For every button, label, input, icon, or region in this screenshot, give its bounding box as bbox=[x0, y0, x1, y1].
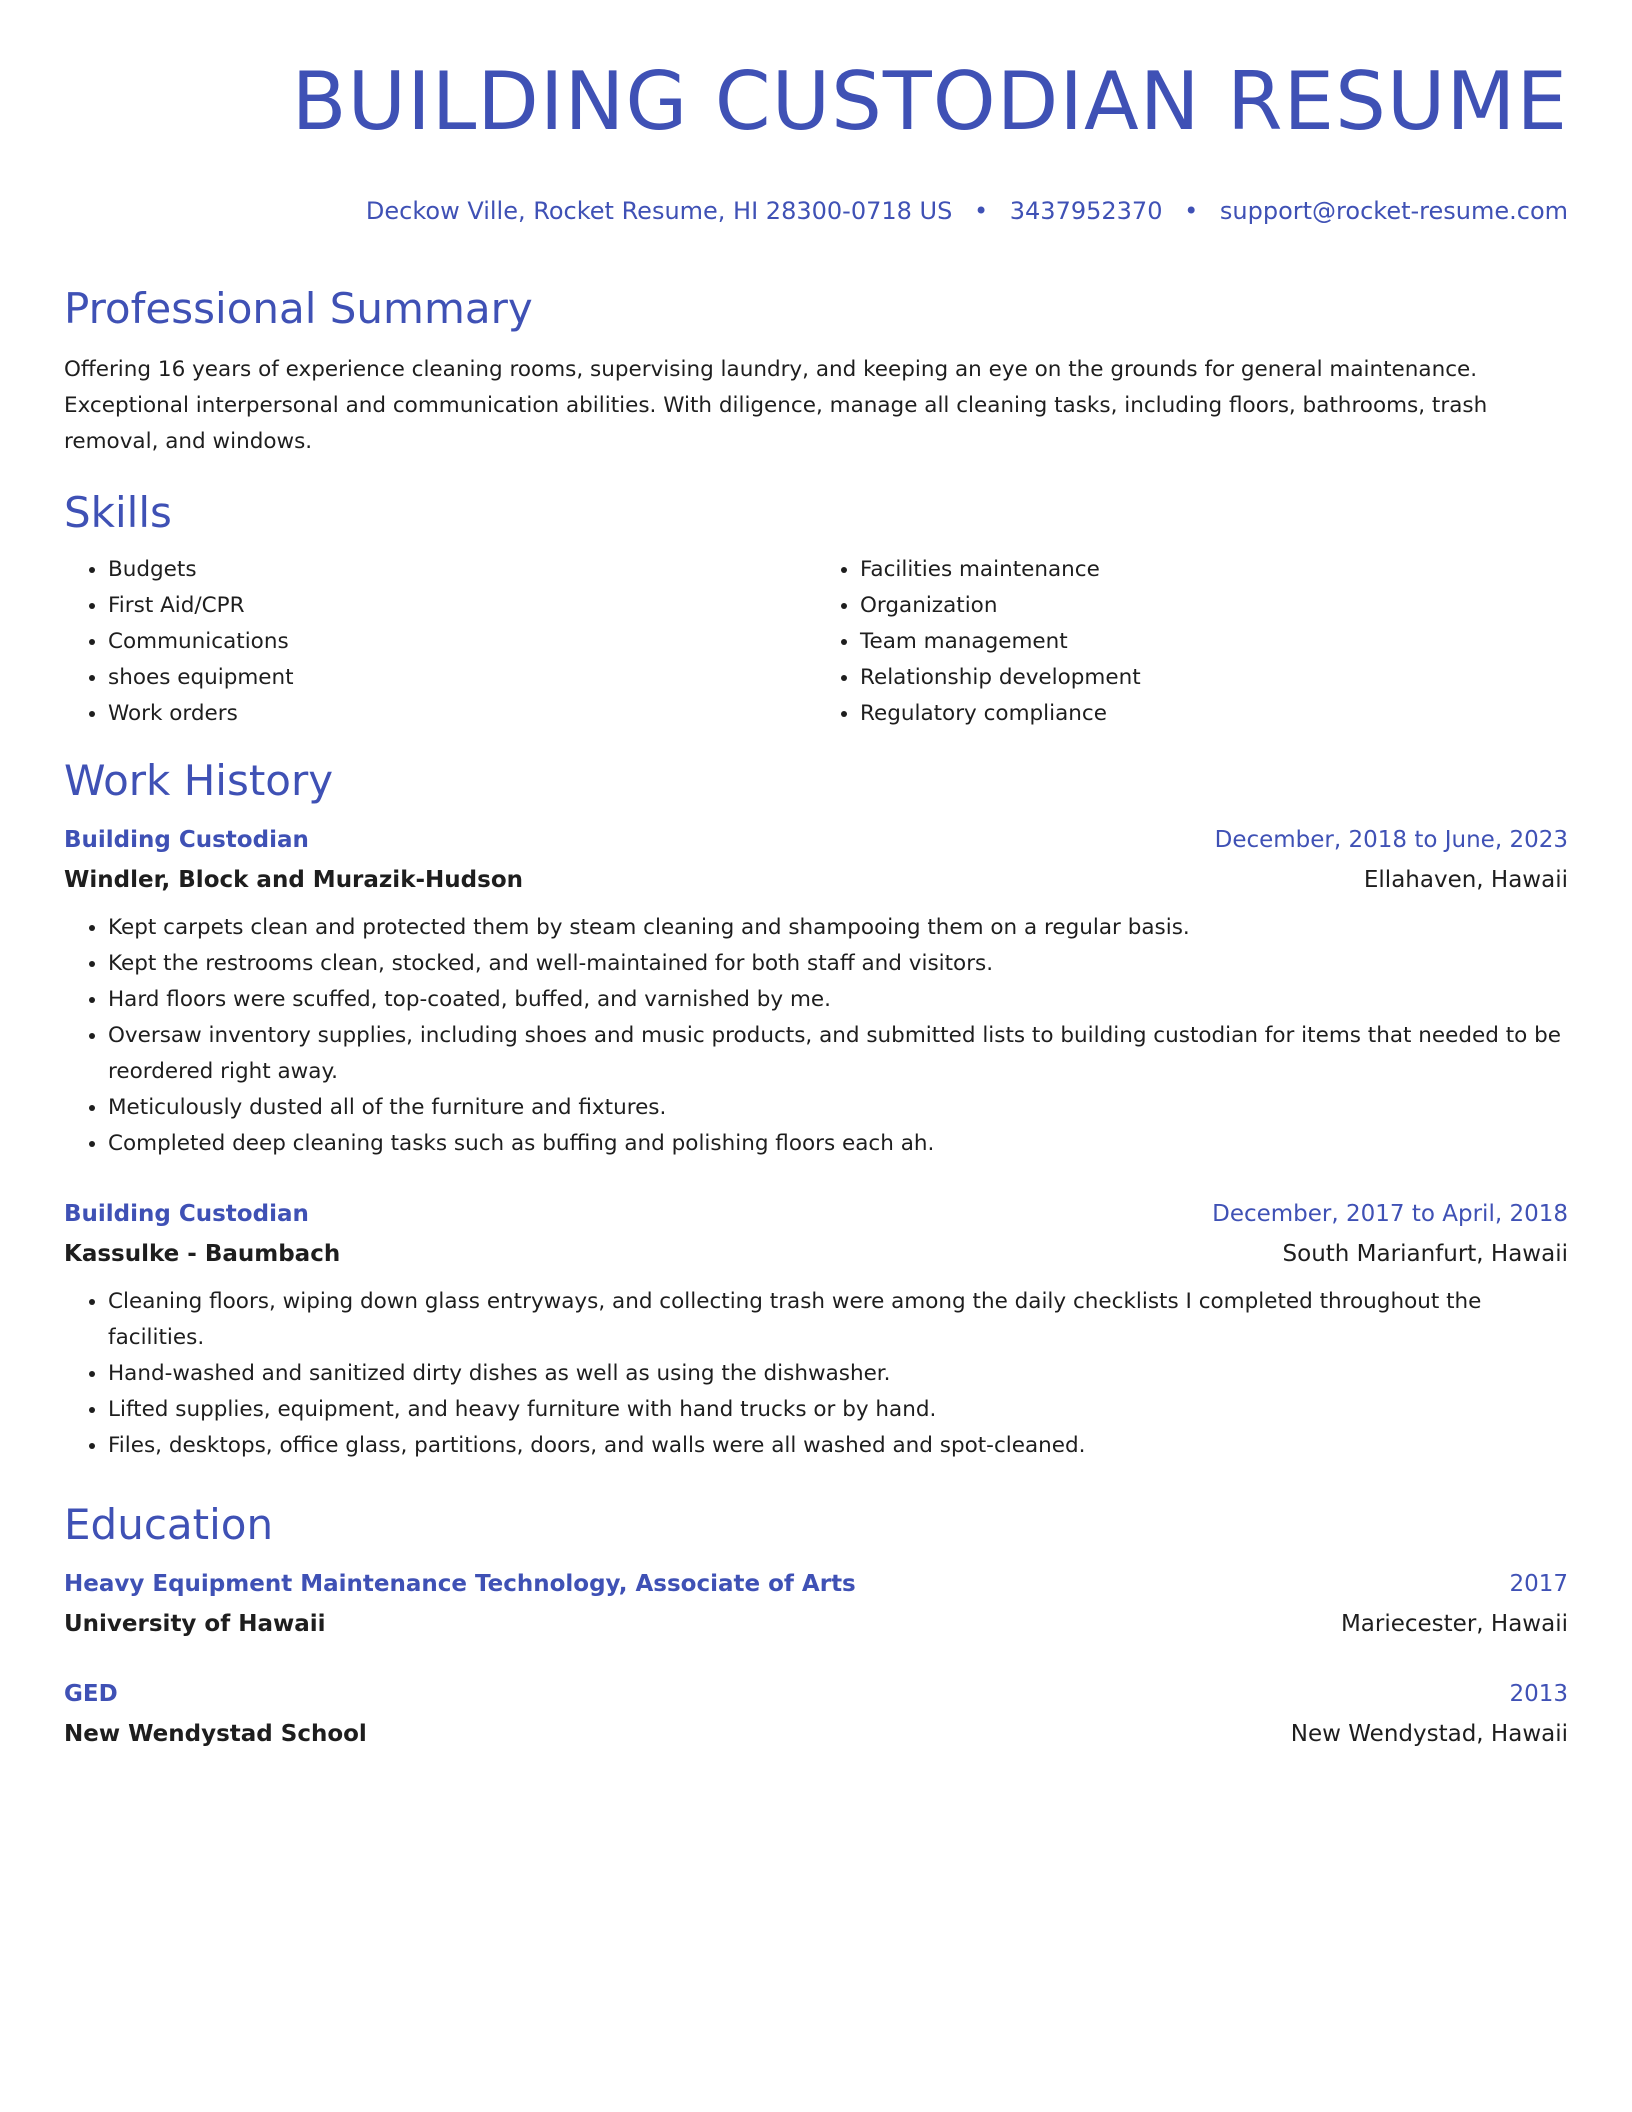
contact-address: Deckow Ville, Rocket Resume, HI 28300-0718 US bbox=[365, 197, 953, 225]
contact-phone: 3437952370 bbox=[1009, 197, 1163, 225]
skills-heading: Skills bbox=[64, 488, 172, 537]
education-location: Mariecester, Hawaii bbox=[1340, 1611, 1568, 1637]
job-bullet: • Kept the restrooms clean, stocked, and well-maintained for both staff and visitors. bbox=[108, 946, 1568, 982]
contact-separator: • bbox=[1184, 197, 1199, 225]
education-school: New Wendystad School bbox=[64, 1721, 367, 1747]
education-header-row bbox=[64, 1674, 1568, 1714]
contact-email: support@rocket-resume.com bbox=[1219, 197, 1568, 225]
summary-heading: Professional Summary bbox=[64, 284, 533, 333]
skill-item: • Communications bbox=[108, 624, 816, 660]
job-header-row bbox=[64, 1194, 1568, 1234]
skill-item: • First Aid/CPR bbox=[108, 588, 816, 624]
job-company-row bbox=[64, 860, 1568, 900]
skill-item: • Facilities maintenance bbox=[860, 552, 1568, 588]
contact-separator: • bbox=[973, 197, 989, 225]
job-entry bbox=[64, 1194, 1568, 1464]
job-bullet: • Cleaning floors, wiping down glass entryways, and collecting trash were among the daily checklists I completed throughout the facilities. bbox=[108, 1284, 1568, 1356]
skills-list bbox=[64, 552, 1568, 732]
education-year: 2017 bbox=[1509, 1571, 1568, 1597]
skill-item: • Team management bbox=[860, 624, 1568, 660]
education-header-row bbox=[64, 1564, 1568, 1604]
skill-item: • Budgets bbox=[108, 552, 816, 588]
job-location: South Marianfurt, Hawaii bbox=[1282, 1241, 1568, 1267]
skills-column-left bbox=[64, 552, 816, 732]
job-bullet: • Hand-washed and sanitized dirty dishes as well as using the dishwasher. bbox=[108, 1356, 1568, 1392]
education-degree: Heavy Equipment Maintenance Technology, Associate of Arts bbox=[64, 1571, 856, 1597]
education-location: New Wendystad, Hawaii bbox=[1290, 1721, 1568, 1747]
skill-item: • Relationship development bbox=[860, 660, 1568, 696]
education-school-row bbox=[64, 1604, 1568, 1644]
job-bullet: • Files, desktops, office glass, partitions, doors, and walls were all washed and spot-cleaned. bbox=[108, 1428, 1568, 1464]
work-history-heading: Work History bbox=[64, 756, 334, 805]
job-company: Windler, Block and Murazik-Hudson bbox=[64, 867, 523, 893]
job-bullet: • Meticulously dusted all of the furniture and fixtures. bbox=[108, 1090, 1568, 1126]
job-bullets bbox=[64, 1284, 1568, 1464]
job-dates: December, 2018 to June, 2023 bbox=[1214, 827, 1568, 853]
job-title: Building Custodian bbox=[64, 827, 309, 853]
job-dates: December, 2017 to April, 2018 bbox=[1212, 1201, 1568, 1227]
job-header-row bbox=[64, 820, 1568, 860]
job-bullet: • Oversaw inventory supplies, including shoes and music products, and submitted lists to building custodian for items that needed to be reordered right away. bbox=[108, 1018, 1568, 1090]
education-entry bbox=[64, 1674, 1568, 1754]
skill-item: • Organization bbox=[860, 588, 1568, 624]
job-bullets bbox=[64, 910, 1568, 1162]
job-bullet: • Hard floors were scuffed, top-coated, buffed, and varnished by me. bbox=[108, 982, 1568, 1018]
job-company: Kassulke - Baumbach bbox=[64, 1241, 341, 1267]
education-entry bbox=[64, 1564, 1568, 1644]
skills-column-right bbox=[816, 552, 1568, 732]
job-company-row bbox=[64, 1234, 1568, 1274]
education-school: University of Hawaii bbox=[64, 1611, 326, 1637]
summary-text: Offering 16 years of experience cleaning rooms, supervising laundry, and keeping an eye on the grounds for general maintenance. Exceptional interpersonal and communication abilities. With diligence, manage all cleaning tasks, including floors, bathrooms, trash removal, and windows. bbox=[64, 357, 1488, 454]
resume-name: BUILDING CUSTODIAN RESUME bbox=[291, 55, 1568, 148]
job-entry bbox=[64, 820, 1568, 1162]
education-heading: Education bbox=[64, 1500, 274, 1549]
skill-item: • Regulatory compliance bbox=[860, 696, 1568, 732]
education-year: 2013 bbox=[1509, 1681, 1568, 1707]
education-school-row bbox=[64, 1714, 1568, 1754]
job-bullet: • Lifted supplies, equipment, and heavy furniture with hand trucks or by hand. bbox=[108, 1392, 1568, 1428]
job-bullet: • Completed deep cleaning tasks such as buffing and polishing floors each ah. bbox=[108, 1126, 1568, 1162]
contact-line bbox=[64, 196, 1568, 226]
skill-item: • Work orders bbox=[108, 696, 816, 732]
job-title: Building Custodian bbox=[64, 1201, 309, 1227]
job-location: Ellahaven, Hawaii bbox=[1363, 867, 1568, 893]
education-degree: GED bbox=[64, 1681, 118, 1707]
job-bullet: • Kept carpets clean and protected them by steam cleaning and shampooing them on a regular basis. bbox=[108, 910, 1568, 946]
skill-item: • shoes equipment bbox=[108, 660, 816, 696]
